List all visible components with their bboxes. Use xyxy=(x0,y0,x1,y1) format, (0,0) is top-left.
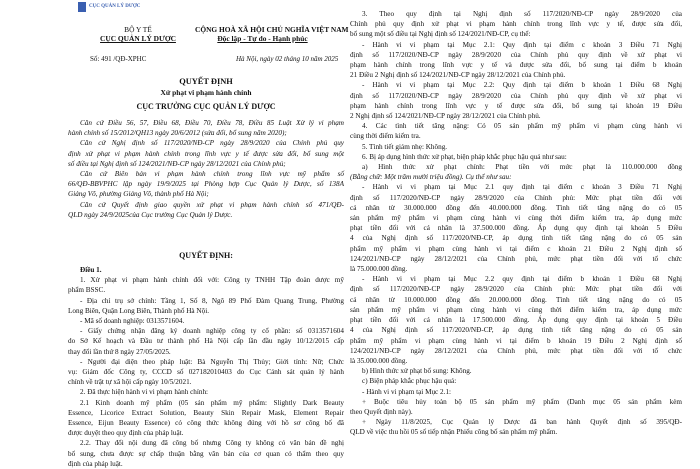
nation-name: CỘNG HOÀ XÃ HỘI CHỦ NGHĨA VIỆT NAM xyxy=(195,25,349,34)
body-line: phạt tiền đối với cá nhân là 17.500.000 đồng. Áp dụng quy định tại khoản 5 Điều xyxy=(350,316,682,325)
body-line: - Địa chỉ trụ sở chính: Tầng 1, Số 8, Ngõ 89 Phố Đàm Quang Trung, Phường xyxy=(80,296,344,305)
body-line: - Hành vi vi phạm tại Mục 2.2 quy định tại điểm b khoản 1 Điều 68 Nghị xyxy=(362,275,682,284)
body-line: vụ: Giám đốc Công ty, CCCD số 027182010403 do Cục Cảnh sát quản lý hành xyxy=(68,368,344,377)
body-line: 124/2021/NĐ-CP ngày 28/12/2021 của Chính phủ, mức phạt tiền đối với tổ chức xyxy=(350,254,682,263)
body-line: - Người đại diện theo pháp luật: Bà Nguyễn Thị Thủy; Giới tính: Nữ; Chức xyxy=(80,357,344,366)
body-line: + Buộc tiêu hủy toàn bộ 05 sản phẩm mỹ phẩm (Danh mục 05 sản phẩm kèm xyxy=(362,397,682,406)
body-line: Điều 1. xyxy=(80,266,102,274)
body-line: 3. Theo quy định tại Nghị định số 117/2020/NĐ-CP ngày 28/9/2020 của xyxy=(362,10,682,18)
decision-date: Hà Nội, ngày 02 tháng 10 năm 2025 xyxy=(236,55,339,63)
basis-line: số điều tại Nghị định số 124/2021/NĐ-CP ngày 28/12/2021 của Chính phủ; xyxy=(68,159,286,168)
body-line: Chính phủ quy định xử phạt vi phạm hành chính trong lĩnh vực y tế, được sửa đổi, xyxy=(350,20,682,29)
body-line: Long Biên, Quận Long Biên, Thành phố Hà Nội. xyxy=(68,306,210,315)
body-line: 4. Các tình tiết tăng nặng: Có 05 sản phẩm mỹ phẩm vi phạm cùng hành vi xyxy=(362,122,682,131)
body-line: cùng thời điểm kiểm tra. xyxy=(350,132,421,141)
body-line: Essence, Licorice Extract Solution, Beauty Skin Repair Mask, Element Repair xyxy=(68,408,344,417)
body-line: theo Quyết định này). xyxy=(350,407,413,416)
body-line: 4 của Nghị định số 117/2020/NĐ-CP, áp dụng tình tiết tăng nặng do có 05 sản xyxy=(350,326,682,335)
body-line: là 75.000.000 đồng. xyxy=(350,265,408,274)
decision-heading: QUYẾT ĐỊNH: xyxy=(179,251,233,260)
body-line: 5. Tình tiết giảm nhẹ: Không. xyxy=(362,142,448,151)
body-line: sản phẩm mỹ phẩm vi phạm cùng hành vi cùng thời điểm kiểm tra, áp dụng mức xyxy=(350,305,682,314)
body-line: định số 117/2020/NĐ-CP ngày 28/9/2020 của Chính phủ: Mức phạt tiền đối với xyxy=(350,193,682,202)
body-line: cá nhân từ 10.000.000 đồng đến 20.000.000 đồng. Tình tiết tăng nặng do có 05 xyxy=(350,295,682,304)
national-heading xyxy=(195,25,349,43)
basis-line: 66/QĐ-BBVPHC lập ngày 19/9/2025 tại Phòng hợp Cục Quản lý Dược, số 138A xyxy=(68,180,344,189)
body-line: (Bằng chữ: Một trăm mười triệu đồng). Cụ thể như sau: xyxy=(350,173,512,182)
body-line: định số 117/2020/NĐ-CP ngày 28/9/2020 của Chính phủ quy định về xử phạt vi xyxy=(350,91,682,100)
department-name: CỤC QUẢN LÝ DƯỢC xyxy=(100,34,176,43)
body-line: cá nhân từ 30.000.000 đồng đến 40.000.000 đồng. Tình tiết tăng nặng do có 05 xyxy=(350,203,682,212)
stamp-text: CỤC QUẢN LÝ DƯỢC xyxy=(89,4,141,9)
body-line: QLD về việc thu hồi 05 số tiếp nhận Phiếu công bố sản phẩm mỹ phẩm. xyxy=(350,428,558,437)
body-line: là 35.000.000 đồng. xyxy=(350,356,408,365)
body-line: phẩm BSSC. xyxy=(68,286,106,295)
body-line: - Hành vi vi phạm tại Mục 2.1: Quy định tại điểm c khoản 3 Điều 71 Nghị xyxy=(362,40,682,49)
body-line: b) Hình thức xử phạt bổ sung: Không. xyxy=(362,367,472,376)
body-line: do Sở Kế hoạch và Đầu tư thành phố Hà Nội cấp lần đầu ngày 10/12/2015 cấp xyxy=(68,337,344,346)
body-line: - Giấy chứng nhận đăng ký doanh nghiệp công ty cổ phần: số 0313571604 xyxy=(80,327,344,336)
body-line: - Hành vi vi phạm tại Mục 2.1: xyxy=(362,387,452,396)
body-line: + Ngày 11/8/2025, Cục Quản lý Dược đã ban hành Quyết định số 395/QĐ- xyxy=(362,418,682,427)
document-title: QUYẾT ĐỊNH xyxy=(179,77,233,86)
body-line: bổ sung một số điều tại Nghị định số 124/2021/NĐ-CP, cụ thể: xyxy=(350,30,531,39)
body-line: 124/2021/NĐ-CP ngày 28/12/2021 của Chính phủ, mức phạt tiền đối với tổ chức xyxy=(350,346,682,355)
document-subtitle: Xử phạt vi phạm hành chính xyxy=(160,88,252,97)
body-line: phạm hành chính trong lĩnh vực y tế được sửa đổi, bổ sung tại khoản 19 Điều xyxy=(350,101,682,110)
basis-line: Căn cứ Quyết định giao quyền xử phạt vi phạm hành chính số 471/QĐ- xyxy=(80,200,344,209)
body-line: 2 Nghị định số 124/2021/NĐ-CP ngày 28/12/2021 của Chính phủ. xyxy=(350,112,541,121)
body-line: phạm hành chính trong lĩnh vực y tế và được sửa đổi, bổ sung tại điểm b khoản xyxy=(350,61,682,70)
body-line: - Hành vi vi phạm tại Mục 2.2: Quy định tại điểm b khoản 1 Điều 68 Nghị xyxy=(362,81,682,90)
body-line: 2.2. Thay đổi nội dung đã công bố nhưng Công ty không có văn bản đề nghị xyxy=(80,439,344,448)
ministry-name: BỘ Y TẾ xyxy=(124,25,152,34)
authority-title: CỤC TRƯỞNG CỤC QUẢN LÝ DƯỢC xyxy=(136,102,276,111)
body-line: c) Biện pháp khắc phục hậu quả: xyxy=(362,377,457,386)
body-line: 6. Bị áp dụng hình thức xử phạt, biện pháp khắc phục hậu quả như sau: xyxy=(362,152,567,161)
body-line: - Mã số doanh nghiệp: 0313571604. xyxy=(80,317,185,326)
body-line: định của pháp luật. xyxy=(68,459,123,468)
legal-bases xyxy=(68,118,344,220)
body-line: sản phẩm mỹ phẩm vi phạm cùng hành vi cùng thời điểm kiểm tra, áp dụng mức xyxy=(350,214,682,223)
basis-line: Căn cứ Nghị định số 117/2020/NĐ-CP ngày 28/9/2020 của Chính phủ quy xyxy=(80,139,344,148)
body-line: 1. Xử phạt vi phạm hành chính đối với: Công ty TNHH Tập đoàn dược mỹ xyxy=(80,276,344,285)
basis-line: Giảng Võ, phường Giảng Võ, thành phố Hà Nội; xyxy=(68,190,209,199)
national-motto: Độc lập - Tự do - Hạnh phúc xyxy=(217,34,308,43)
issuing-agency xyxy=(96,25,180,43)
body-line: định số 117/2020/NĐ-CP ngày 28/9/2020 của Chính phủ: Mức phạt tiền đối với xyxy=(350,285,682,294)
left-column-body xyxy=(68,265,344,469)
basis-line: định xử phạt vi phạm hành chính trong lĩnh vực y tế được sửa đổi, bổ sung một xyxy=(68,149,344,158)
body-line: 21 Điều 2 Nghị định số 124/2021/NĐ-CP ngày 28/12/2021 của Chính phủ. xyxy=(350,71,566,80)
body-line: 2.1 Kinh doanh mỹ phẩm (05 sản phẩm mỹ phẩm: Slightly Dark Beauty xyxy=(80,398,344,407)
body-line: thay đổi lần thứ 8 ngày 27/05/2025. xyxy=(68,347,171,356)
body-line: phạt tiền đối với cá nhân là 37.500.000 đồng. Áp dụng quy định tại khoản 5 Điều xyxy=(350,224,682,233)
right-column-body xyxy=(350,9,682,438)
basis-line: QLD ngày 24/9/2025của Cục trưởng Cục Quản lý Dược. xyxy=(68,210,233,219)
number-date-row xyxy=(68,55,344,67)
body-line: phẩm mỹ phẩm vi phạm cùng hành vi tại điểm b khoản 19 Điều 2 Nghị định số xyxy=(350,336,682,345)
body-line: Essence, Eijun Beauty Essence) có công thức không đúng với hồ sơ công bố đã xyxy=(68,419,344,428)
body-line: định số 117/2020/NĐ-CP ngày 28/9/2020 của Chính phủ quy định về xử phạt vi xyxy=(350,50,682,59)
body-line: phẩm mỹ phẩm vi phạm cùng hành vi tại điểm c khoản 21 Điều 2 Nghị định số xyxy=(350,244,682,253)
basis-line: Căn cứ Biên bản vi phạm hành chính trong lĩnh vực mỹ phẩm số xyxy=(80,170,344,179)
body-line: a) Hình thức xử phạt chính: Phạt tiền với mức phạt là 110.000.000 đồng xyxy=(362,163,682,172)
decision-number: Số: 491 /QĐ-XPHC xyxy=(90,55,147,63)
basis-line: Căn cứ Điều 56, 57, Điều 68, Điều 70, Điều 78, Điều 85 Luật Xử lý vi phạm xyxy=(80,119,344,127)
stamp-mark xyxy=(78,2,141,24)
basis-line: hành chính số 15/2012/QH13 ngày 20/6/2012 (sửa đổi, bổ sung năm 2020); xyxy=(68,129,287,138)
body-line: chính về trật tự xã hội cấp ngày 10/5/2021. xyxy=(68,378,192,387)
body-line: được duyệt theo quy định của pháp luật. xyxy=(68,429,184,438)
body-line: bổ sung, chưa được sự chấp thuận bằng văn bản của cơ quan có thẩm theo quy xyxy=(68,449,344,458)
body-line: 2. Đã thực hiện hành vi vi phạm hành chính: xyxy=(80,388,209,397)
body-line: - Hành vi vi phạm tại Mục 2.1 quy định tại điểm c khoản 3 Điều 71 Nghị xyxy=(362,183,682,192)
body-line: 4 của Nghị định số 117/2020/NĐ-CP, áp dụng tình tiết tăng nặng do có 05 sản xyxy=(350,234,682,243)
stamp-icon xyxy=(78,2,86,12)
